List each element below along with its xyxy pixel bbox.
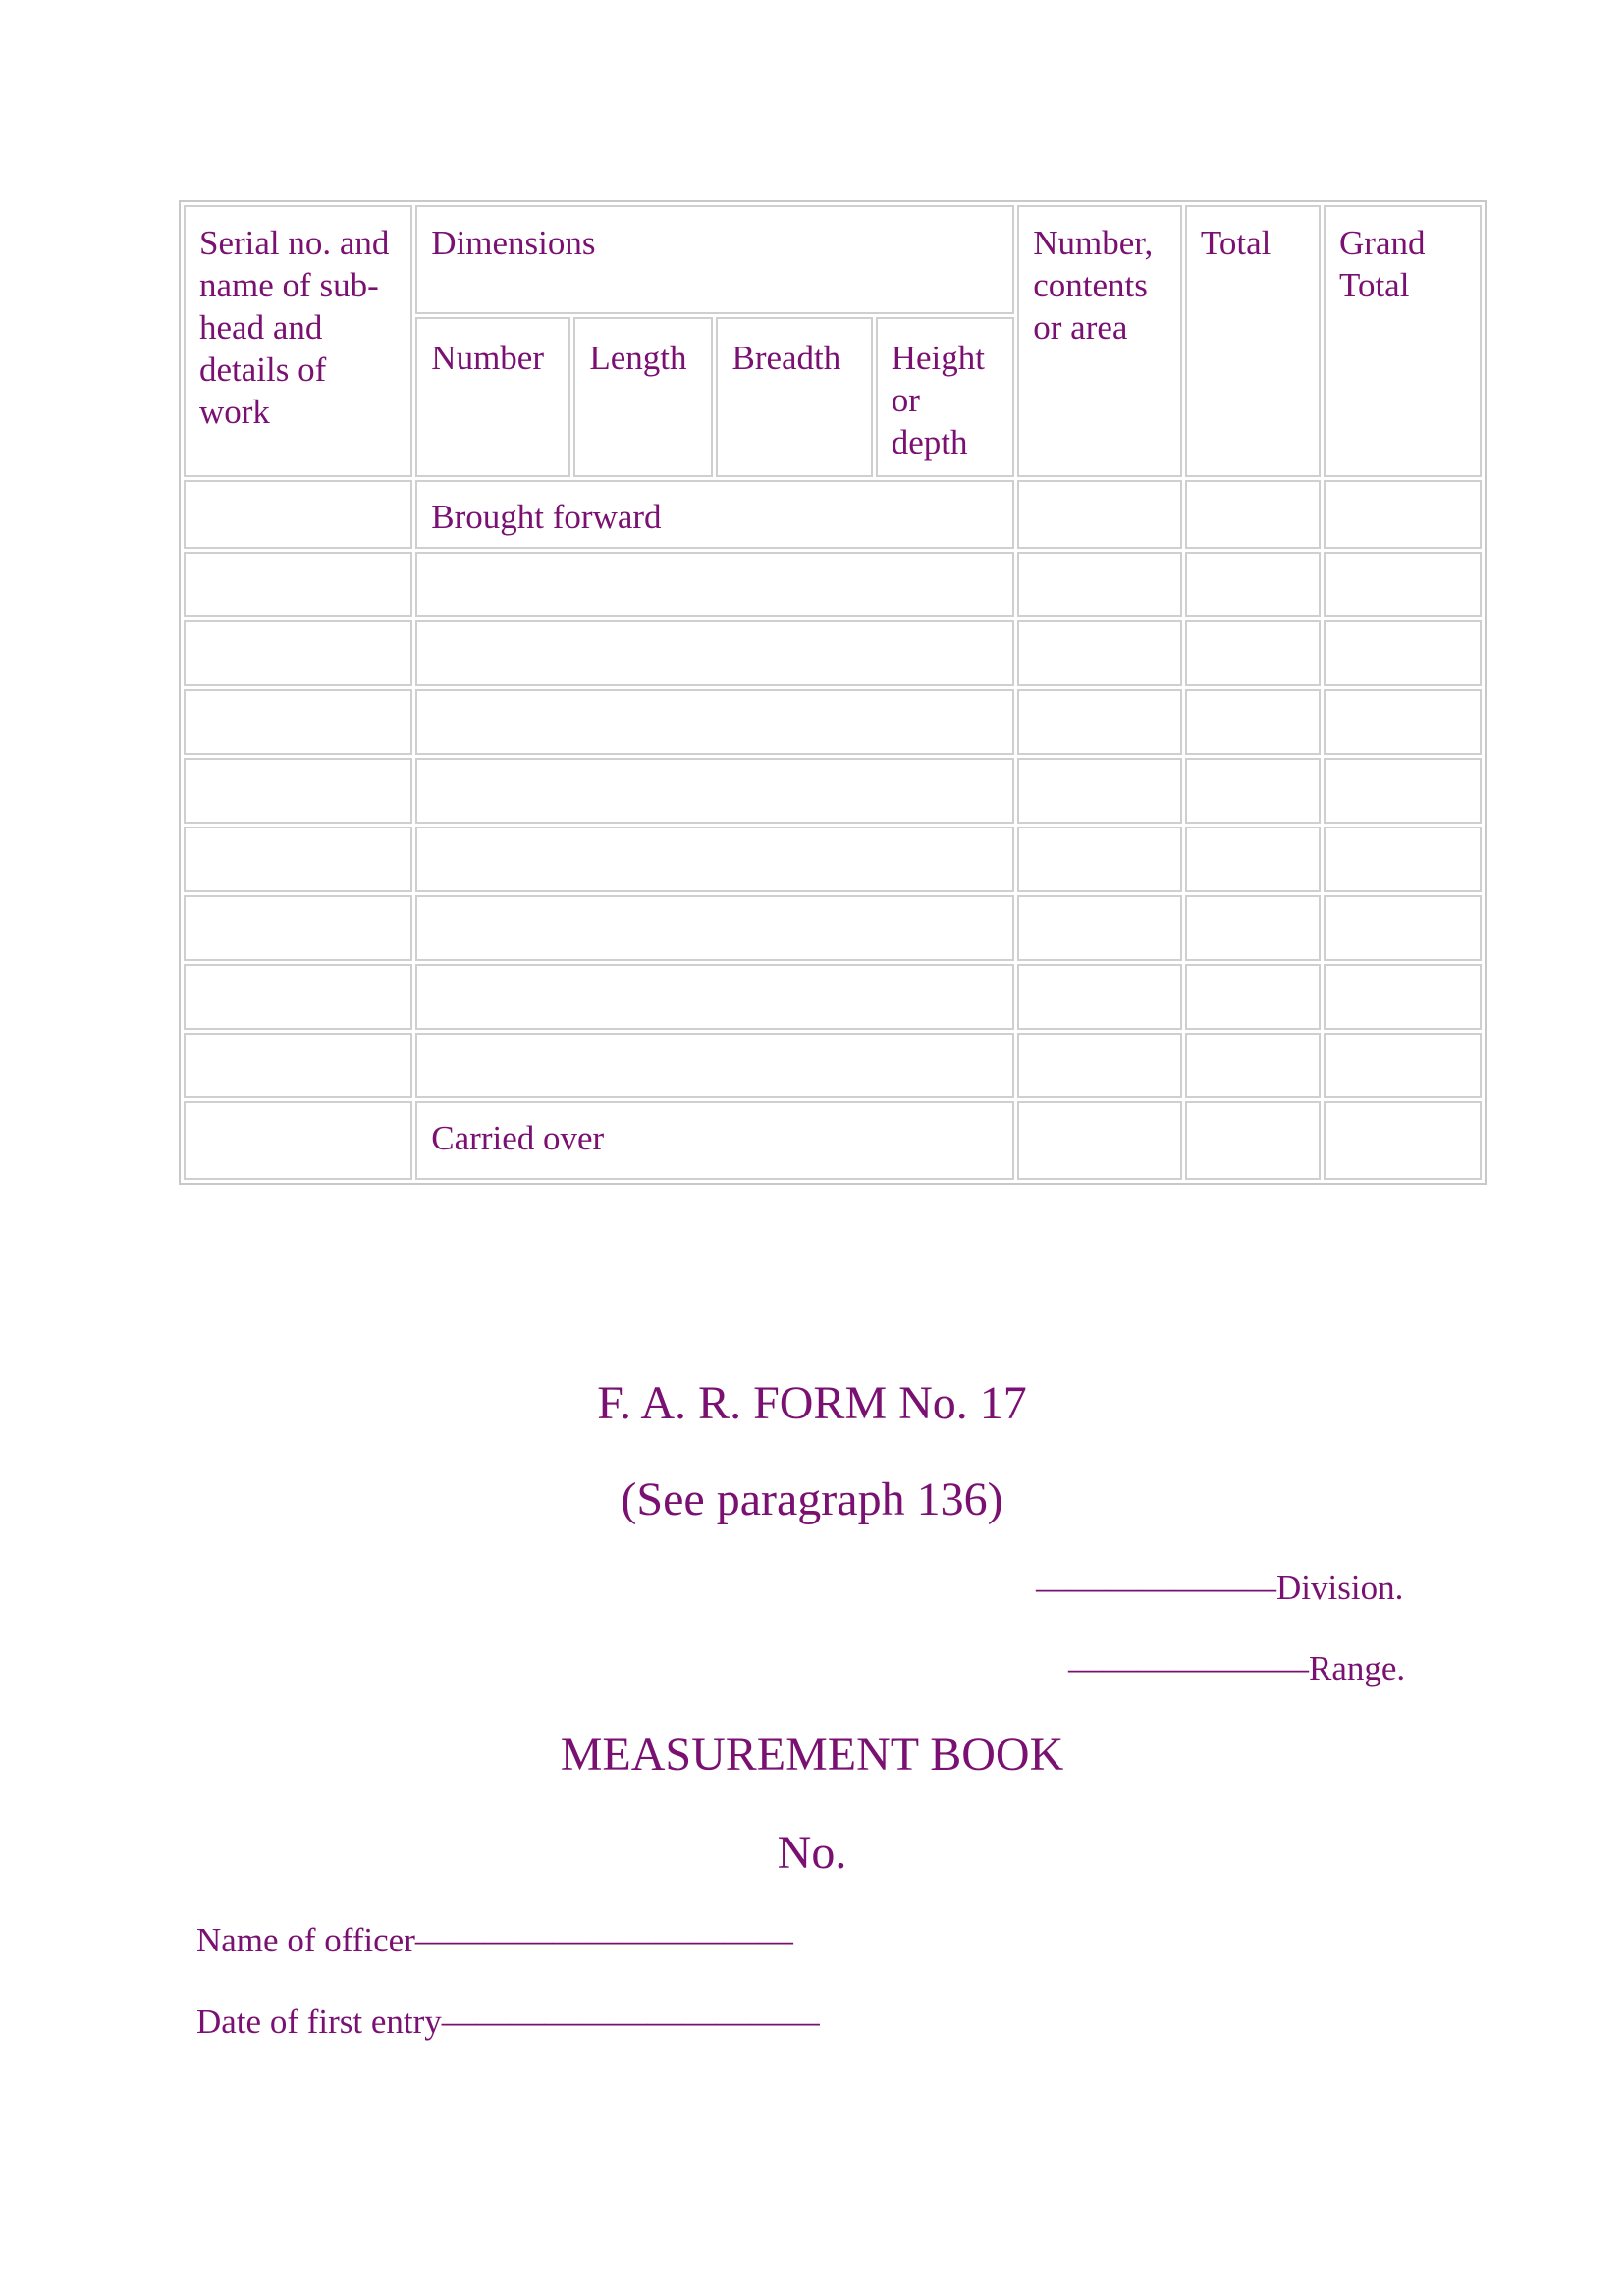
table-cell	[1324, 1033, 1482, 1098]
header-serial: Serial no. and name of sub-head and details of work	[184, 205, 412, 477]
table-cell	[1017, 552, 1182, 617]
table-cell	[184, 1101, 412, 1180]
table-cell	[1324, 827, 1482, 892]
carried-over-row	[184, 1101, 1482, 1180]
table-cell	[1017, 895, 1182, 961]
table-cell	[415, 827, 1014, 892]
table-cell	[184, 480, 412, 549]
table-cell	[1185, 1033, 1321, 1098]
table-cell	[415, 689, 1014, 755]
table-cell	[1185, 964, 1321, 1030]
form-reference: (See paragraph 136)	[621, 1473, 1003, 1525]
table-row	[184, 827, 1482, 892]
form-title: F. A. R. FORM No. 17	[597, 1377, 1027, 1429]
table-cell	[1185, 895, 1321, 961]
table-cell	[415, 895, 1014, 961]
table-cell	[184, 964, 412, 1030]
table-cell	[1185, 1101, 1321, 1180]
carried-over-label: Carried over	[415, 1101, 1014, 1180]
table-cell	[184, 689, 412, 755]
table-cell	[184, 620, 412, 686]
measurement-table	[179, 200, 1487, 1185]
table-cell	[1185, 480, 1321, 549]
header-height: Height or depth	[876, 317, 1015, 477]
header-dimensions: Dimensions	[415, 205, 1014, 314]
table-cell	[1185, 620, 1321, 686]
header-grand-total: Grand Total	[1324, 205, 1482, 477]
header-length: Length	[573, 317, 713, 477]
table-cell	[1017, 480, 1182, 549]
officer-line: Name of officer———————————	[196, 1921, 793, 1959]
table-cell	[1185, 758, 1321, 824]
header-breadth: Breadth	[716, 317, 872, 477]
header-total: Total	[1185, 205, 1321, 477]
table-cell	[1324, 1101, 1482, 1180]
table-cell	[184, 1033, 412, 1098]
table-row	[184, 689, 1482, 755]
table-cell	[184, 552, 412, 617]
table-row	[184, 1033, 1482, 1098]
table-cell	[1324, 689, 1482, 755]
brought-forward-label: Brought forward	[415, 480, 1014, 549]
brought-forward-row	[184, 480, 1482, 549]
table-cell	[184, 895, 412, 961]
table-cell	[1324, 964, 1482, 1030]
table-cell	[415, 758, 1014, 824]
table-cell	[1017, 964, 1182, 1030]
table-cell	[1324, 552, 1482, 617]
table-cell	[415, 1033, 1014, 1098]
header-contents: Number, contents or area	[1017, 205, 1182, 477]
table-cell	[1017, 827, 1182, 892]
table-cell	[1185, 552, 1321, 617]
table-row	[184, 964, 1482, 1030]
table-cell	[1324, 758, 1482, 824]
table-row	[184, 758, 1482, 824]
table-row	[184, 620, 1482, 686]
table-cell	[1017, 1101, 1182, 1180]
table-cell	[184, 758, 412, 824]
table-cell	[1017, 620, 1182, 686]
table-cell	[1324, 480, 1482, 549]
table-cell	[1324, 895, 1482, 961]
table-header-row	[184, 205, 1482, 314]
table-cell	[1017, 689, 1182, 755]
header-number: Number	[415, 317, 570, 477]
table-row	[184, 552, 1482, 617]
range-line: ———————Range.	[1068, 1649, 1406, 1687]
table-row	[184, 895, 1482, 961]
table-cell	[415, 620, 1014, 686]
table-cell	[1017, 758, 1182, 824]
book-title: MEASUREMENT BOOK	[560, 1729, 1064, 1781]
first-entry-line: Date of first entry———————————	[196, 2002, 820, 2041]
book-number: No.	[777, 1827, 847, 1879]
table-cell	[1324, 620, 1482, 686]
division-line: ———————Division.	[1036, 1569, 1404, 1607]
table-cell	[1185, 827, 1321, 892]
table-cell	[415, 552, 1014, 617]
table-cell	[415, 964, 1014, 1030]
table-cell	[184, 827, 412, 892]
table-cell	[1017, 1033, 1182, 1098]
table-cell	[1185, 689, 1321, 755]
